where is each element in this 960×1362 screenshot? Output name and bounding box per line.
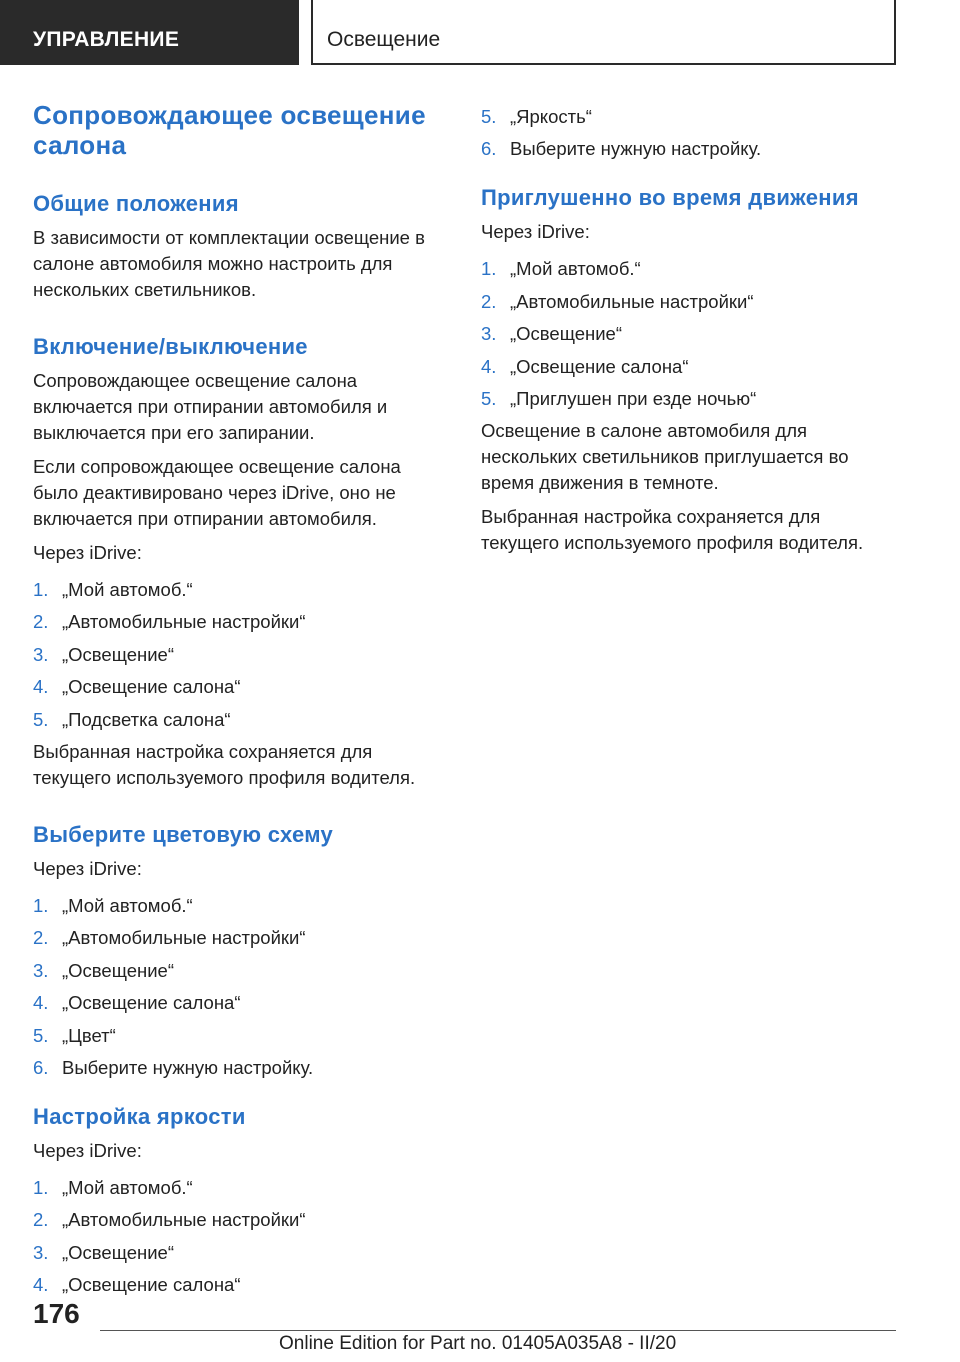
list-item (481, 386, 891, 412)
step-text: „Подсветка салона“ (62, 708, 231, 730)
step-text: „Освещение“ (510, 323, 623, 345)
chapter-title: Освещение (327, 28, 441, 51)
step-text: Выберите нужную настройку. (62, 1056, 314, 1078)
step-text: Выберите нужную настройку. (510, 138, 762, 160)
list-item (481, 256, 891, 282)
heading-general: Общие положения (33, 191, 239, 216)
list-item (33, 609, 443, 635)
list-item (33, 1207, 443, 1233)
heading-color: Выберите цветовую схему (33, 821, 334, 847)
edition-info: Online Edition for Part no. 01405A035A8 - II/20 (279, 1333, 677, 1354)
step-number: 3. (33, 1241, 49, 1263)
onoff-steps (33, 577, 443, 733)
heading-dim: Приглушенно во время движения (481, 185, 859, 211)
onoff-text-2: Если сопровождающее освещение салона было деактивировано через iDrive, оно не включается при отпирании автомобиля. (33, 456, 401, 529)
step-number: 2. (33, 1209, 49, 1231)
step-text: „Освещение“ (62, 1241, 175, 1263)
step-text: „Мой автомоб.“ (510, 258, 641, 280)
step-text: „Цвет“ (62, 1024, 116, 1046)
list-item (33, 1023, 443, 1049)
left-column (33, 100, 443, 1304)
step-text: „Автомобильные настройки“ (62, 611, 306, 633)
page-title: Сопровождающее освещение салона (33, 100, 426, 160)
list-item (33, 1055, 443, 1081)
dim-text-1: Освещение в салоне автомобиля для нескольких светильников приглушается во время движения в темноте. (481, 420, 849, 494)
chapter-header (311, 0, 896, 65)
step-text: „Освещение салона“ (510, 355, 689, 377)
step-number: 5. (33, 708, 49, 730)
step-text: „Автомобильные настройки“ (510, 290, 754, 312)
onoff-text-1: Сопровождающее освещение салона включается при отпирании автомобиля и выключается при его запирании. (33, 370, 388, 443)
list-item (481, 104, 891, 130)
step-text: „Мой автомоб.“ (62, 894, 193, 916)
section-tab (0, 0, 299, 65)
step-number: 1. (481, 258, 497, 280)
step-number: 1. (33, 579, 49, 600)
list-item (481, 321, 891, 347)
step-text: „Автомобильные настройки“ (62, 1209, 306, 1231)
list-item (33, 990, 443, 1016)
step-text: „Освещение салона“ (62, 676, 241, 698)
step-text: „Освещение“ (62, 643, 175, 665)
heading-brightness: Настройка яркости (33, 1103, 246, 1129)
step-number: 4. (33, 992, 49, 1014)
step-number: 2. (481, 290, 497, 312)
list-item (481, 136, 891, 162)
step-number: 4. (33, 676, 49, 698)
list-item (33, 674, 443, 700)
list-item (33, 1240, 443, 1266)
list-item (481, 354, 891, 380)
section-title: УПРАВЛЕНИЕ (33, 28, 180, 51)
step-number: 5. (481, 106, 497, 127)
color-via: Через iDrive: (33, 857, 142, 879)
brightness-steps-continued (481, 104, 891, 162)
step-number: 2. (33, 611, 49, 633)
step-text: „Освещение салона“ (62, 1274, 241, 1296)
onoff-note: Выбранная настройка сохраняется для текущего используемого профиля водителя. (33, 740, 416, 788)
step-number: 3. (481, 323, 497, 345)
right-column (481, 104, 891, 556)
footer-divider (100, 1330, 896, 1331)
step-number: 4. (481, 355, 497, 377)
step-text: „Мой автомоб.“ (62, 1176, 193, 1198)
step-number: 6. (33, 1056, 49, 1078)
page-number: 176 (33, 1298, 80, 1329)
step-text: „Мой автомоб.“ (62, 579, 193, 600)
step-number: 5. (481, 387, 497, 409)
step-text: „Автомобильные настройки“ (62, 927, 306, 949)
step-number: 2. (33, 927, 49, 949)
brightness-via: Через iDrive: (33, 1139, 142, 1161)
step-number: 6. (481, 138, 497, 160)
heading-onoff: Включение/выключение (33, 334, 308, 359)
step-number: 3. (33, 643, 49, 665)
list-item (481, 289, 891, 315)
list-item (33, 707, 443, 733)
list-item (33, 893, 443, 919)
onoff-via: Через iDrive: (33, 542, 142, 563)
step-text: „Приглушен при езде ночью“ (510, 387, 757, 409)
step-number: 1. (33, 1176, 49, 1198)
general-text: В зависимости от комплектации освещение в салоне автомобиля можно настроить для нескольких светильников. (33, 227, 425, 300)
list-item (33, 577, 443, 603)
dim-text-2: Выбранная настройка сохраняется для текущего используемого профиля водителя. (481, 506, 864, 554)
list-item (33, 1272, 443, 1298)
step-text: „Яркость“ (510, 106, 592, 127)
step-number: 5. (33, 1024, 49, 1046)
step-text: „Освещение“ (62, 959, 175, 981)
dim-via: Через iDrive: (481, 221, 590, 243)
brightness-steps (33, 1175, 443, 1298)
list-item (33, 925, 443, 951)
list-item (33, 958, 443, 984)
step-text: „Освещение салона“ (62, 992, 241, 1014)
step-number: 1. (33, 894, 49, 916)
list-item (33, 1175, 443, 1201)
color-steps (33, 893, 443, 1081)
step-number: 3. (33, 959, 49, 981)
list-item (33, 642, 443, 668)
dim-steps (481, 256, 891, 412)
step-number: 4. (33, 1274, 49, 1296)
